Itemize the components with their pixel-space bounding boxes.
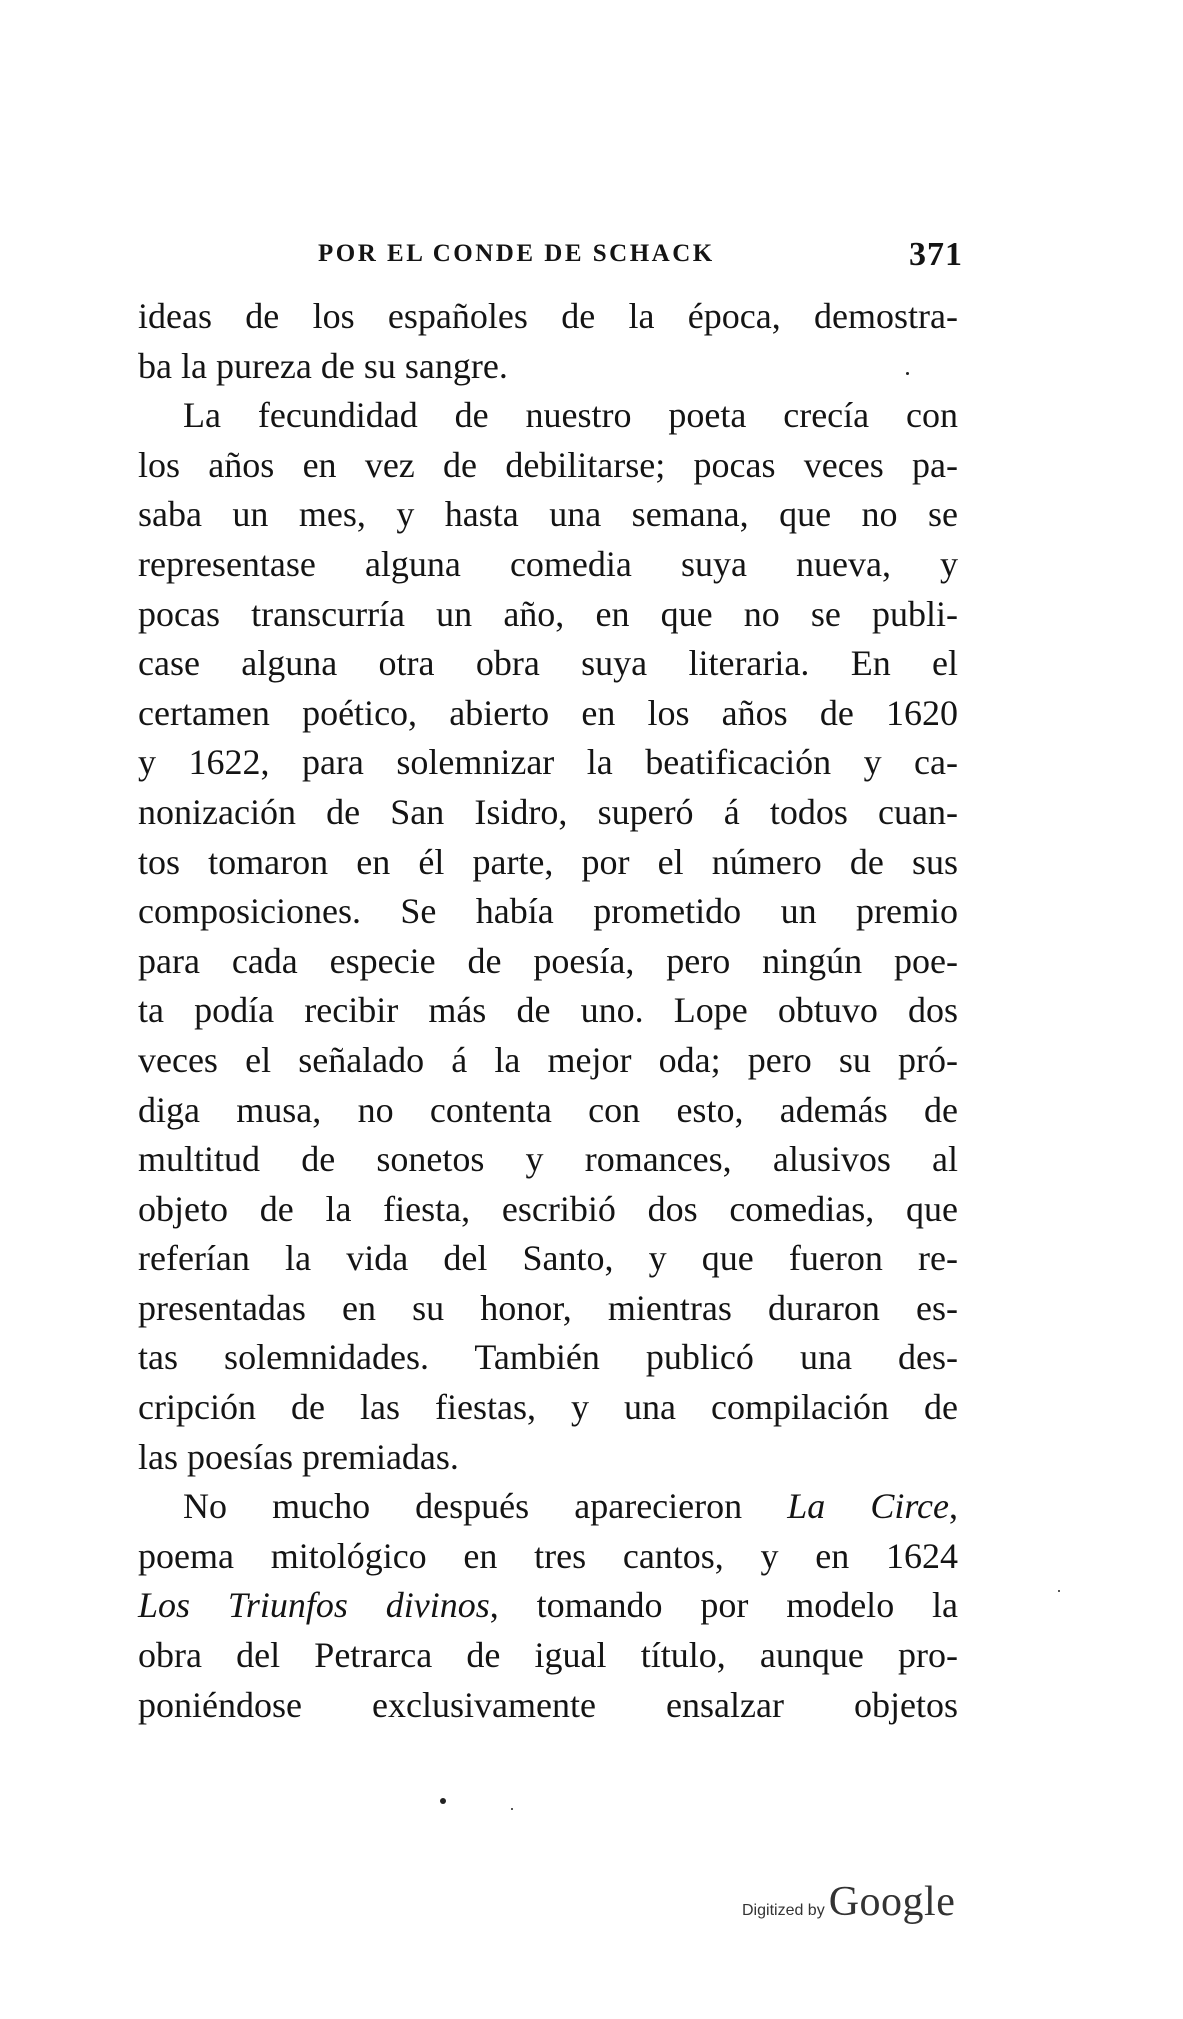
scan-speck	[440, 1798, 446, 1804]
text-line: case alguna otra obra suya literaria. En el	[138, 643, 958, 684]
text-line: pocas transcurría un año, en que no se publi-	[138, 593, 958, 634]
text-line: ba la pureza de su sangre.	[138, 345, 508, 386]
digitized-by-google-watermark	[742, 1878, 955, 1928]
scan-speck	[906, 372, 909, 375]
text-line: saba un mes, y hasta una semana, que no se	[138, 494, 958, 535]
text-line: certamen poético, abierto en los años de 1620	[138, 692, 958, 733]
text-line: poema mitológico en tres cantos, y en 1624	[138, 1535, 958, 1576]
text-line: poniéndose exclusivamente ensalzar objetos	[138, 1684, 958, 1725]
running-head	[318, 236, 973, 280]
text-line: y 1622, para solemnizar la beatificación y ca-	[138, 742, 958, 783]
book-title-la-circe: La Circe	[787, 1486, 950, 1527]
text-run: , tomando por modelo la	[489, 1585, 958, 1626]
text-run: No mucho después aparecieron	[183, 1486, 788, 1527]
text-line: cripción de las fiestas, y una compilación de	[138, 1387, 958, 1428]
text-line: composiciones. Se había prometido un premio	[138, 891, 958, 932]
scan-speck	[1058, 1590, 1060, 1592]
running-title: POR EL CONDE DE SCHACK	[318, 240, 715, 267]
text-line: representase alguna comedia suya nueva, y	[138, 543, 958, 584]
text-line: tas solemnidades. También publicó una des-	[138, 1337, 958, 1378]
text-line: ideas de los españoles de la época, demostra-	[138, 296, 958, 336]
text-line: multitud de sonetos y romances, alusivos al	[138, 1139, 958, 1180]
text-line: presentadas en su honor, mientras duraron es-	[138, 1287, 958, 1328]
text-line: referían la vida del Santo, y que fueron re-	[138, 1238, 958, 1279]
text-line: tos tomaron en él parte, por el número de sus	[138, 841, 958, 882]
body-text	[138, 292, 958, 1730]
page-number: 371	[909, 236, 963, 273]
text-line: diga musa, no contenta con esto, además de	[138, 1089, 958, 1130]
book-title-triunfos-divinos: Los Triunfos divinos	[138, 1585, 490, 1626]
text-line: obra del Petrarca de igual título, aunque pro-	[138, 1635, 958, 1676]
text-line: veces el señalado á la mejor oda; pero su pró-	[138, 1039, 958, 1080]
text-line: nonización de San Isidro, superó á todos cuan-	[138, 791, 958, 832]
text-line: para cada especie de poesía, pero ningún poe-	[138, 940, 958, 981]
watermark-prefix: Digitized by	[742, 1902, 825, 1919]
text-line: La fecundidad de nuestro poeta crecía con	[183, 395, 958, 436]
text-line: los años en vez de debilitarse; pocas veces pa-	[138, 444, 958, 485]
watermark-brand: Google	[828, 1879, 956, 1925]
text-line: ta podía recibir más de uno. Lope obtuvo dos	[138, 990, 958, 1031]
text-line	[138, 1482, 958, 1532]
text-run: ,	[949, 1486, 959, 1527]
text-line: objeto de la fiesta, escribió dos comedias, que	[138, 1188, 958, 1229]
text-line: las poesías premiadas.	[138, 1436, 459, 1477]
scan-speck	[511, 1808, 513, 1810]
text-line	[138, 1581, 958, 1631]
